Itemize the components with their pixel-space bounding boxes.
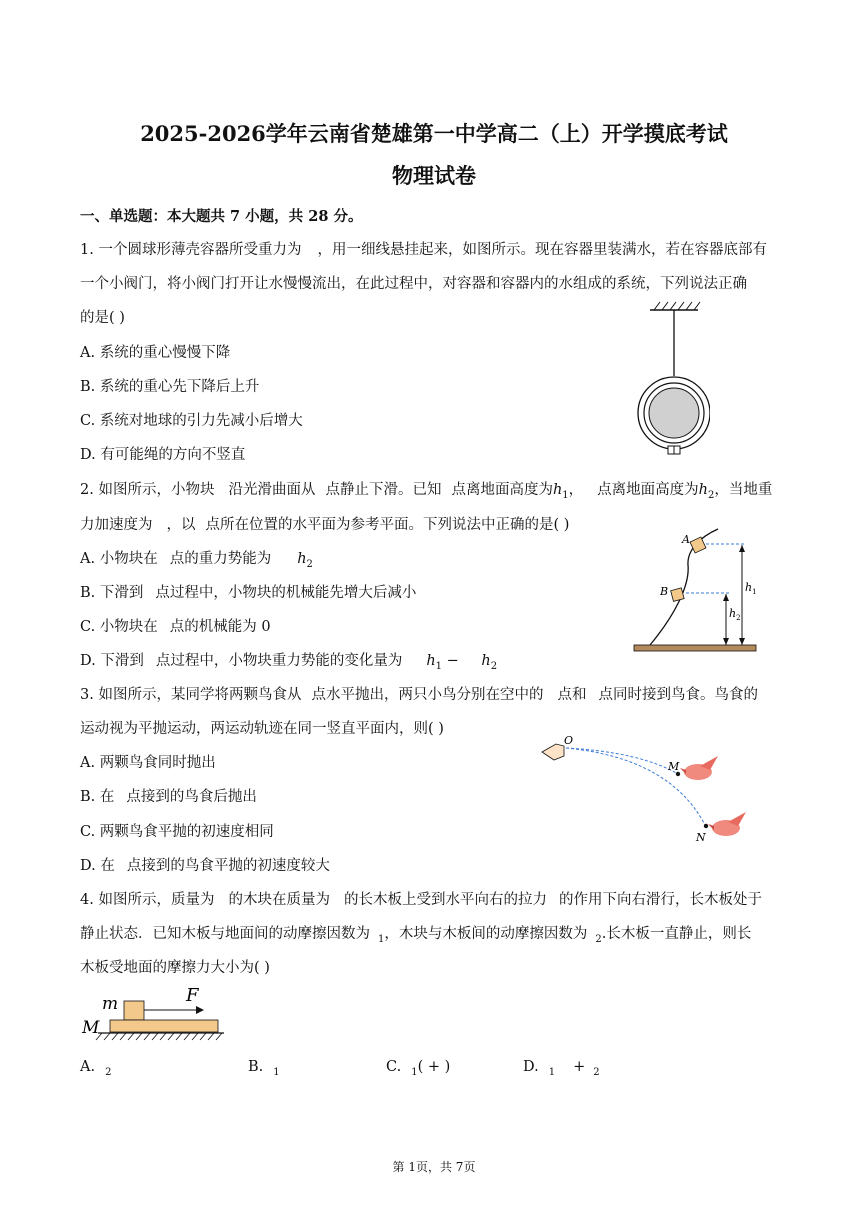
page-footer: 第 1页，共 7页: [392, 1160, 476, 1174]
q4-fig-label-m: m: [102, 994, 119, 1014]
q2-figure-curved-slope: [630, 525, 760, 660]
q1-stem-line1: 1. 一个圆球形薄壳容器所受重力为 ，用一细线悬挂起来，如图所示。现在容器里装满水，若在容器底部有: [80, 242, 767, 258]
q3-option-b[interactable]: B. 在 点接到的鸟食后抛出: [80, 789, 257, 805]
q4-stem-line3: 木板受地面的摩擦力大小为( ): [80, 960, 270, 976]
q3-stem-line1: 3. 如图所示，某同学将两颗鸟食从 点水平抛出，两只小鸟分别在空中的 点和 点同时接到鸟食。鸟食的: [80, 687, 758, 703]
q2-stem-line2: 力加速度为 ，以 点所在位置的水平面为参考平面。下列说法中正确的是( ): [80, 517, 570, 533]
q2-stem-line1: 2. 如图所示，小物块 沿光滑曲面从 点静止下滑。已知 点离地面高度为$h_1$， 点离地面高度为$h_2$，当地重: [80, 482, 773, 501]
q4-figure-block-on-board: [78, 983, 228, 1041]
bird-n-icon: [708, 812, 746, 836]
q1-option-b[interactable]: B. 系统的重心先下降后上升: [80, 379, 260, 395]
q2-option-a[interactable]: A. 小物块在 点的重力势能为 $h_2$: [80, 551, 313, 570]
q2-fig-label-b: B: [660, 585, 669, 598]
exam-title: 2025-2026学年云南省楚雄第一中学高二（上）开学摸底考试: [140, 121, 728, 146]
q2-option-b[interactable]: B. 下滑到 点过程中，小物块的机械能先增大后减小: [80, 585, 417, 601]
q2-fig-label-a: A: [682, 533, 690, 546]
hand-icon: [542, 744, 564, 760]
q4-stem-line2: 静止状态．已知木板与地面间的动摩擦因数为 $_1$，木块与木板间的动摩擦因数为 $_2$.长木板一直静止，则长: [80, 926, 752, 945]
q1-stem-line3: 的是( ): [80, 310, 125, 326]
q2-fig-label-h2: $h_2$: [729, 607, 741, 622]
q1-figure-hanging-sphere: [630, 298, 710, 458]
q4-fig-label-big-m: M: [82, 1018, 100, 1038]
q4-option-a[interactable]: A. $_2$: [80, 1059, 112, 1078]
q3-figure-birds-trajectory: [540, 730, 755, 848]
q3-option-d[interactable]: D. 在 点接到的鸟食平抛的初速度较大: [80, 858, 330, 874]
q1-option-c[interactable]: C. 系统对地球的引力先减小后增大: [80, 413, 303, 429]
q4-stem-line1: 4. 如图所示，质量为 的木块在质量为 的长木板上受到水平向右的拉力 的作用下向右滑行，长木板处于: [80, 892, 762, 908]
q2-option-d[interactable]: D. 下滑到 点过程中，小物块重力势能的变化量为 $h_1 - h_2$: [80, 653, 498, 672]
q4-option-b[interactable]: B. $_1$: [248, 1059, 280, 1078]
q1-stem-line2: 一个小阀门，将小阀门打开让水慢慢流出，在此过程中，对容器和容器内的水组成的系统，下列说法正确: [80, 276, 747, 292]
q3-fig-label-m: M: [668, 760, 680, 773]
q3-option-a[interactable]: A. 两颗鸟食同时抛出: [80, 755, 216, 771]
exam-subtitle: 物理试卷: [392, 163, 476, 188]
q3-fig-label-n: N: [696, 831, 706, 844]
q4-option-d[interactable]: D. $_1$ + $_2$: [523, 1059, 600, 1078]
section-heading: 一、单选题：本大题共 7 小题，共 28 分。: [80, 208, 363, 225]
q3-option-c[interactable]: C. 两颗鸟食平抛的初速度相同: [80, 824, 274, 840]
q3-fig-label-o: O: [564, 734, 574, 747]
q4-option-c[interactable]: C. $_1$( + ): [386, 1059, 451, 1078]
q1-option-a[interactable]: A. 系统的重心慢慢下降: [80, 345, 231, 361]
q2-option-c[interactable]: C. 小物块在 点的机械能为 0: [80, 619, 271, 635]
q3-stem-line2: 运动视为平抛运动，两运动轨迹在同一竖直平面内，则( ): [80, 721, 444, 737]
q4-fig-label-f: F: [186, 985, 199, 1006]
q2-fig-label-h1: $h_1$: [745, 581, 757, 596]
bird-m-icon: [680, 756, 718, 780]
q1-option-d[interactable]: D. 有可能绳的方向不竖直: [80, 447, 246, 463]
